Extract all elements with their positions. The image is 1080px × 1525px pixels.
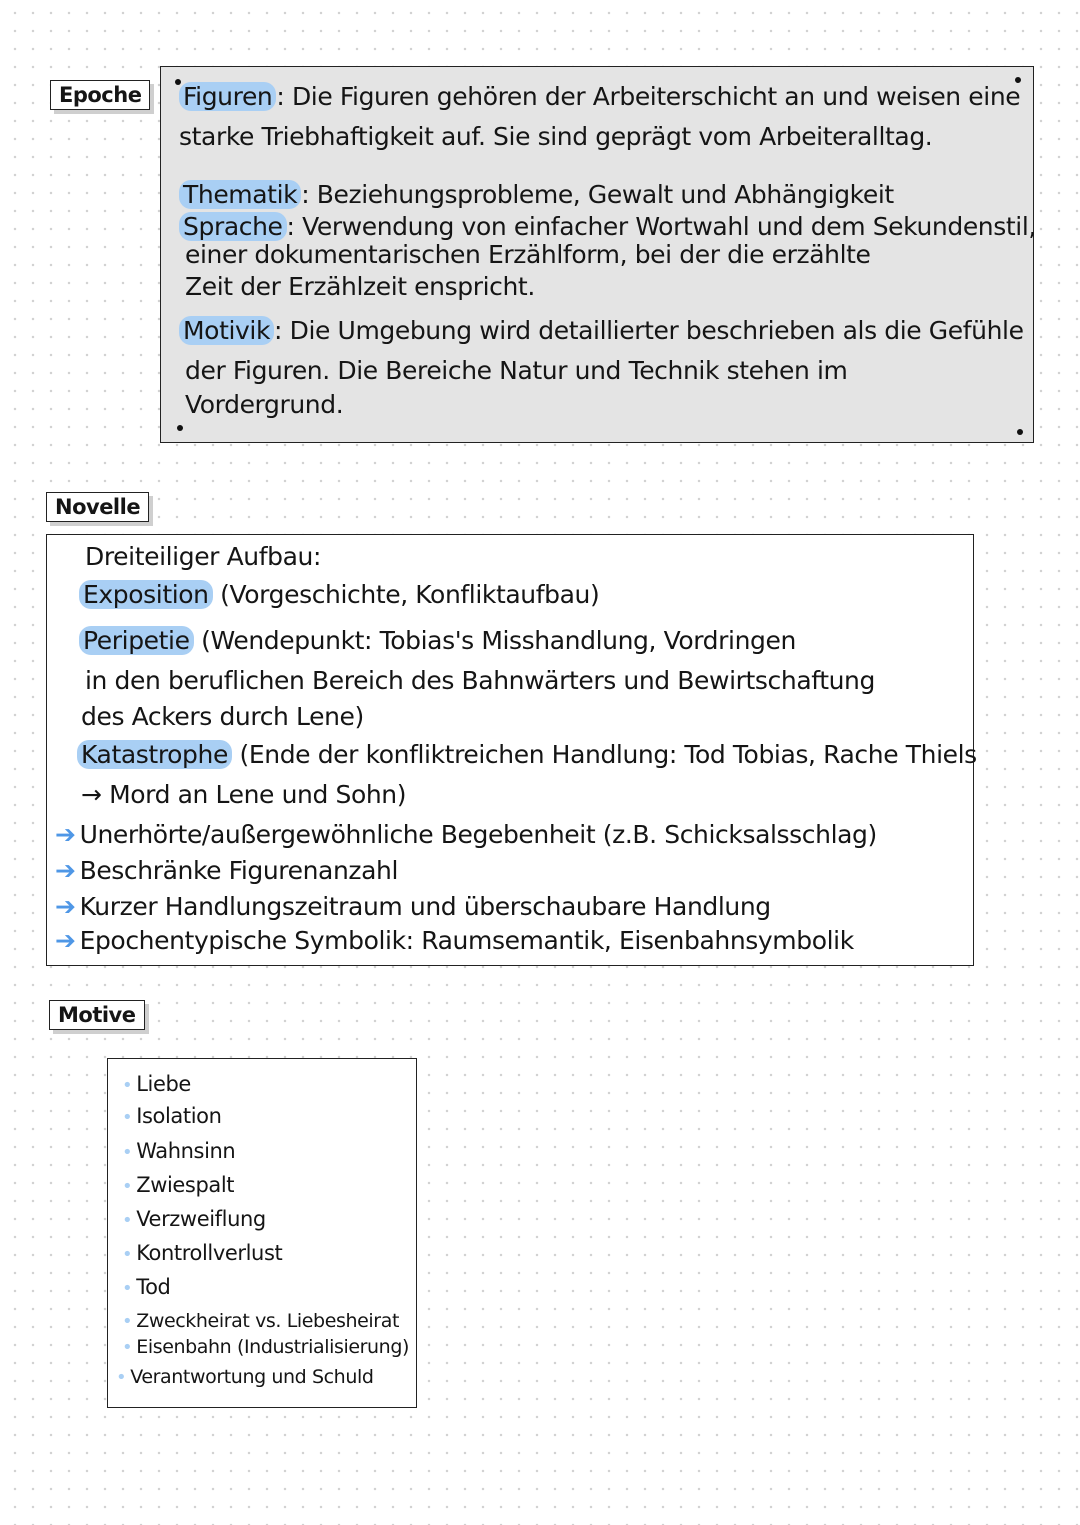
list-item: • Verzweiflung [122, 1207, 266, 1231]
bullet-icon: • [122, 1176, 133, 1197]
section-label-epoche: Epoche [50, 80, 150, 110]
peripetie-text: (Wendepunkt: Tobias's Misshandlung, Vordringen [193, 626, 796, 655]
motivik-line-3: Vordergrund. [185, 390, 344, 419]
thematik-line [179, 179, 894, 211]
thematik-key: Thematik [179, 180, 301, 209]
motivik-text: : Die Umgebung wird detaillierter beschrieben als die Gefühle [274, 316, 1024, 345]
thematik-text: : Beziehungsprobleme, Gewalt und Abhängigkeit [301, 180, 894, 209]
figuren-line-1 [179, 81, 1020, 113]
bullet-icon: • [122, 1337, 133, 1358]
list-item: • Zwiespalt [122, 1173, 235, 1197]
list-item: • Isolation [122, 1104, 222, 1128]
novelle-point: ➔ Epochentypische Symbolik: Raumsemantik, Eisenbahnsymbolik [55, 926, 854, 955]
exposition-key: Exposition [79, 580, 213, 609]
sprache-line-2: einer dokumentarischen Erzählform, bei der die erzählte [185, 240, 871, 269]
peripetie-line-3: des Ackers durch Lene) [81, 702, 364, 731]
list-item: • Eisenbahn (Industrialisierung) [122, 1336, 409, 1358]
list-item: • Verantwortung und Schuld [116, 1366, 374, 1388]
sprache-key: Sprache [179, 212, 287, 241]
arrow-icon: ➔ [55, 926, 76, 955]
bullet-icon: • [122, 1210, 133, 1231]
motivik-line-1 [179, 315, 1024, 347]
figuren-text: : Die Figuren gehören der Arbeiterschicht an und weisen eine [276, 82, 1021, 111]
bullet-icon: • [122, 1075, 133, 1096]
sprache-line-3: Zeit der Erzählzeit enspricht. [185, 272, 535, 301]
bullet-icon: • [122, 1311, 133, 1332]
exposition-text: (Vorgeschichte, Konfliktaufbau) [212, 580, 600, 609]
katastrophe-key: Katastrophe [77, 740, 232, 769]
bullet-icon: • [122, 1142, 133, 1163]
motivik-line-2: der Figuren. Die Bereiche Natur und Technik stehen im [185, 356, 848, 385]
epoche-box [160, 66, 1034, 443]
katastrophe-text: (Ende der konfliktreichen Handlung: Tod Tobias, Rache Thiels [231, 740, 977, 769]
motive-box [107, 1058, 417, 1408]
list-item: • Zweckheirat vs. Liebesheirat [122, 1310, 400, 1332]
arrow-icon: ➔ [55, 892, 76, 921]
motivik-key: Motivik [179, 316, 274, 345]
section-label-novelle: Novelle [46, 492, 149, 522]
peripetie-line-2: in den beruflichen Bereich des Bahnwärters und Bewirtschaftung [85, 666, 875, 695]
sprache-text: : Verwendung von einfacher Wortwahl und dem Sekundenstil, [286, 212, 1036, 241]
bullet-icon: • [122, 1244, 133, 1265]
katastrophe-line-1 [77, 739, 977, 771]
figuren-line-2: starke Triebhaftigkeit auf. Sie sind geprägt vom Arbeiteralltag. [179, 122, 933, 151]
peripetie-line-1 [79, 625, 796, 657]
novelle-point: ➔ Unerhörte/außergewöhnliche Begebenheit (z.B. Schicksalsschlag) [55, 820, 877, 849]
novelle-point: ➔ Kurzer Handlungszeitraum und überschaubare Handlung [55, 892, 771, 921]
arrow-icon: ➔ [55, 856, 76, 885]
list-item: • Liebe [122, 1072, 191, 1096]
figuren-key: Figuren [179, 82, 276, 111]
bullet-icon: • [122, 1107, 133, 1128]
bullet-icon: • [116, 1367, 127, 1388]
peripetie-key: Peripetie [79, 626, 194, 655]
corner-dot [1017, 429, 1023, 435]
bullet-icon: • [122, 1278, 133, 1299]
novelle-intro: Dreiteiliger Aufbau: [85, 542, 322, 571]
arrow-icon: ➔ [55, 820, 76, 849]
list-item: • Wahnsinn [122, 1139, 236, 1163]
novelle-point: ➔ Beschränke Figurenanzahl [55, 856, 399, 885]
section-label-motive: Motive [49, 1000, 145, 1030]
corner-dot [177, 425, 183, 431]
novelle-box [46, 534, 977, 966]
exposition-line [79, 579, 599, 611]
katastrophe-line-2: → Mord an Lene und Sohn) [81, 780, 407, 809]
list-item: • Tod [122, 1275, 171, 1299]
list-item: • Kontrollverlust [122, 1241, 283, 1265]
